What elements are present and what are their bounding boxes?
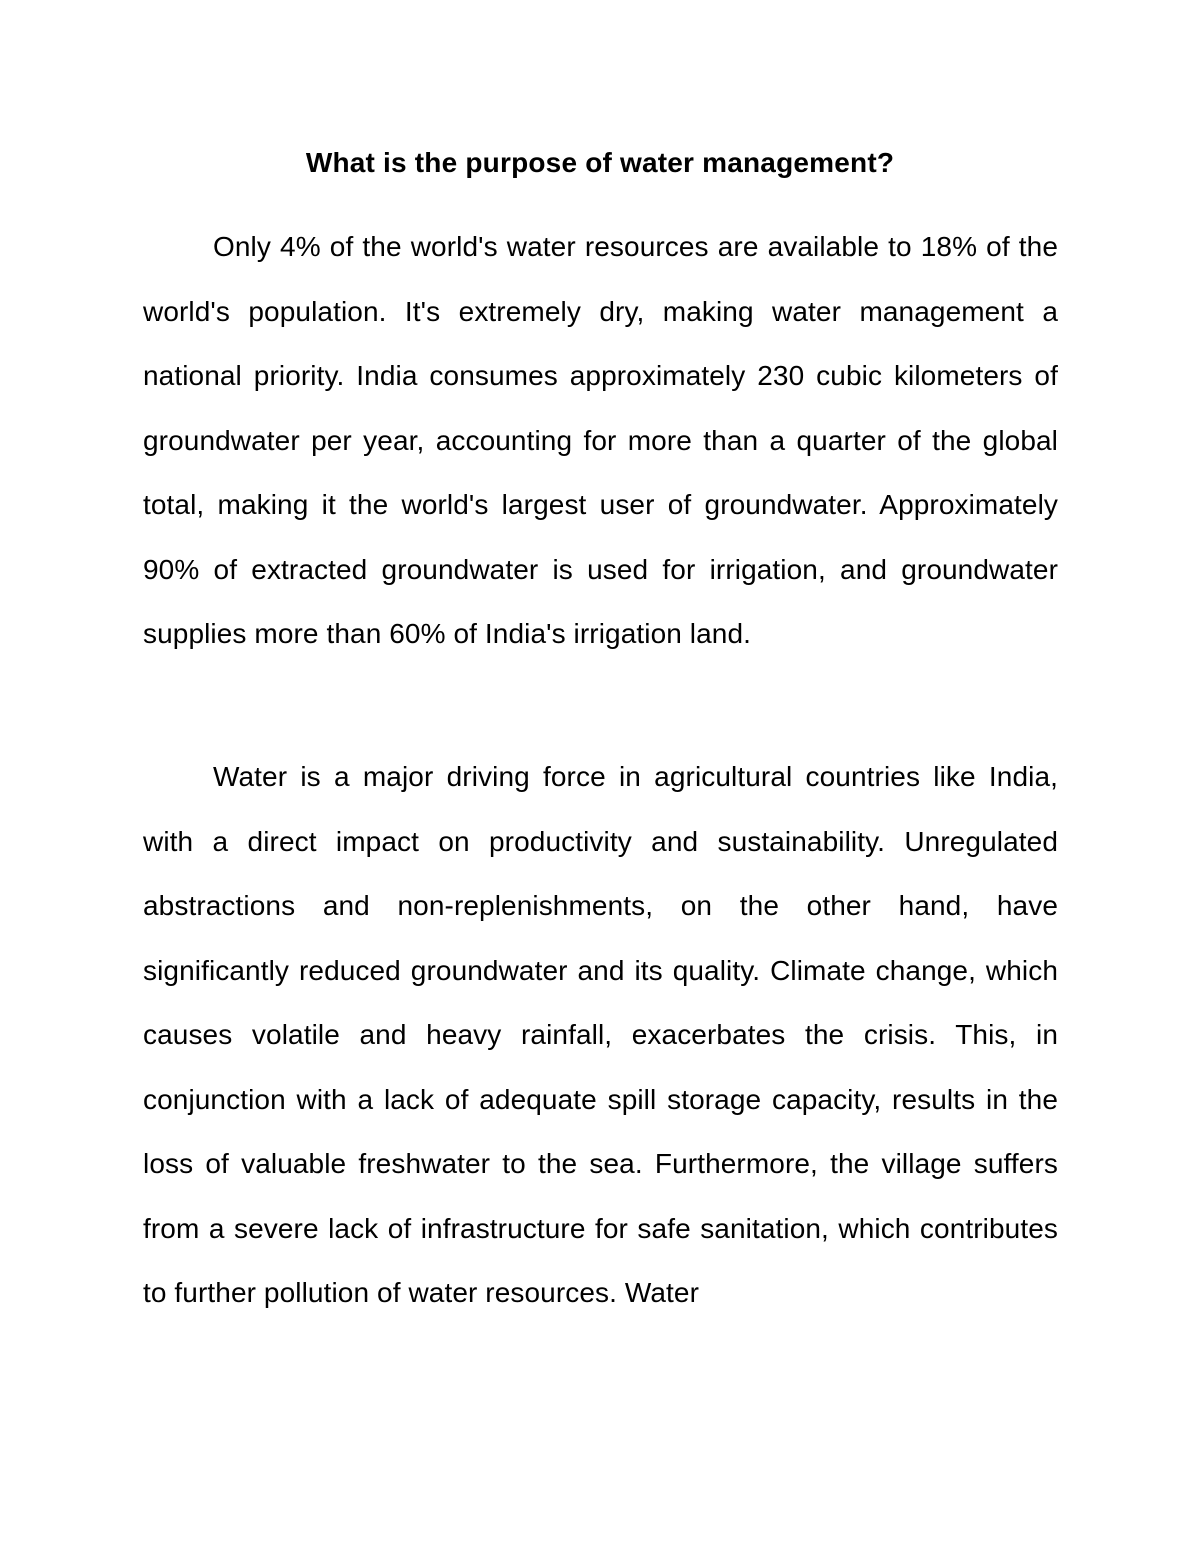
- paragraph-1: Only 4% of the world's water resources are available to 18% of the world's population. It's extremely dry, making water management a national priority. India consumes approximately 230 cubic kilometers of groundwater per year, accounting for more than a quarter of the global total, making it the world's largest user of groundwater. Approximately 90% of extracted groundwater is used for irrigation, and groundwater supplies more than 60% of India's irrigation land.: [143, 231, 1058, 649]
- paragraph-2: Water is a major driving force in agricultural countries like India, with a direct impact on productivity and sustainability. Unregulated abstractions and non-replenishments, on the other hand, have significantly reduced groundwater and its quality. Climate change, which causes volatile and heavy rainfall, exacerbates the crisis. This, in conjunction with a lack of adequate spill storage capacity, results in the loss of valuable freshwater to the sea. Furthermore, the village suffers from a severe lack of infrastructure for safe sanitation, which contributes to further pollution of water resources. Water: [143, 761, 1058, 1308]
- document-title: What is the purpose of water management?: [305, 147, 895, 178]
